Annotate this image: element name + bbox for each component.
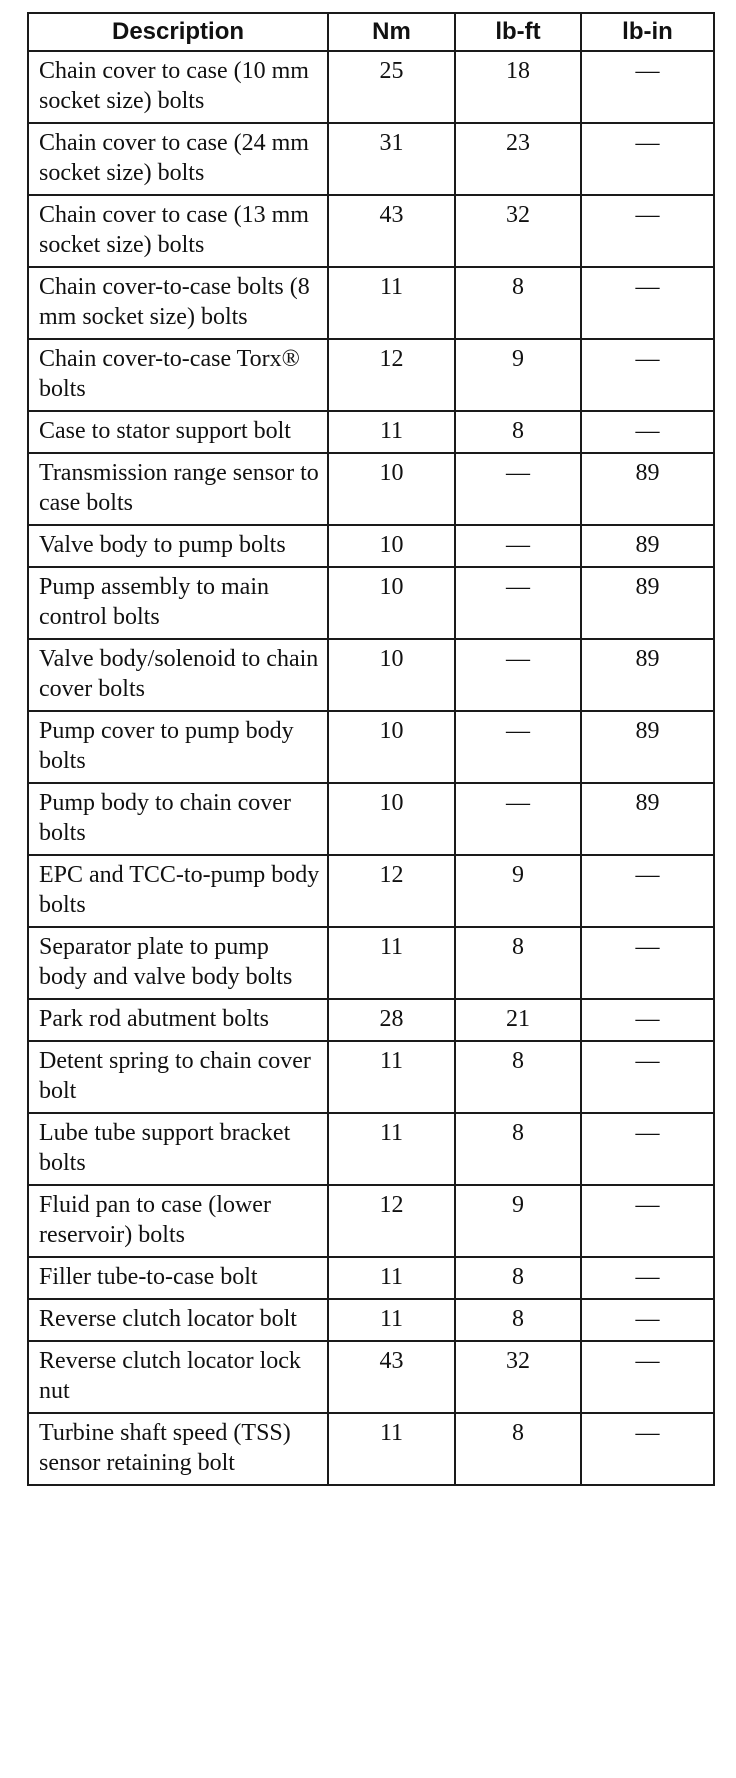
cell-description: Valve body/solenoid to chain cover bolts (28, 639, 328, 711)
cell-lb-ft: 8 (455, 1413, 581, 1485)
header-lb-ft: lb-ft (455, 13, 581, 51)
cell-description: Reverse clutch locator lock nut (28, 1341, 328, 1413)
table-row (28, 1341, 714, 1413)
cell-lb-ft: 9 (455, 1185, 581, 1257)
cell-lb-ft: 9 (455, 339, 581, 411)
cell-lb-in: — (581, 51, 714, 123)
cell-nm: 12 (328, 339, 455, 411)
cell-lb-in: — (581, 339, 714, 411)
cell-lb-ft: 8 (455, 1257, 581, 1299)
cell-lb-in: 89 (581, 711, 714, 783)
cell-nm: 12 (328, 855, 455, 927)
cell-lb-ft: 8 (455, 1113, 581, 1185)
cell-lb-ft: 8 (455, 927, 581, 999)
cell-nm: 25 (328, 51, 455, 123)
table-header-row (28, 13, 714, 51)
table-row (28, 999, 714, 1041)
table-row (28, 411, 714, 453)
cell-lb-in: — (581, 123, 714, 195)
cell-lb-ft: 9 (455, 855, 581, 927)
cell-lb-ft: 32 (455, 1341, 581, 1413)
header-nm: Nm (328, 13, 455, 51)
cell-nm: 11 (328, 1257, 455, 1299)
cell-lb-ft: — (455, 453, 581, 525)
table-row (28, 1299, 714, 1341)
cell-nm: 10 (328, 453, 455, 525)
cell-description: Separator plate to pump body and valve body bolts (28, 927, 328, 999)
cell-description: Pump body to chain cover bolts (28, 783, 328, 855)
header-lb-in: lb-in (581, 13, 714, 51)
table-row (28, 567, 714, 639)
cell-lb-ft: — (455, 567, 581, 639)
cell-lb-ft: 23 (455, 123, 581, 195)
cell-description: Reverse clutch locator bolt (28, 1299, 328, 1341)
cell-lb-in: — (581, 1257, 714, 1299)
cell-nm: 10 (328, 525, 455, 567)
cell-description: Transmission range sensor to case bolts (28, 453, 328, 525)
torque-spec-table (27, 12, 715, 1486)
table-row (28, 267, 714, 339)
cell-lb-in: — (581, 1113, 714, 1185)
cell-description: Chain cover to case (10 mm socket size) bolts (28, 51, 328, 123)
cell-nm: 11 (328, 927, 455, 999)
cell-lb-in: 89 (581, 525, 714, 567)
cell-nm: 10 (328, 567, 455, 639)
cell-lb-ft: — (455, 711, 581, 783)
cell-lb-ft: 8 (455, 1299, 581, 1341)
header-description: Description (28, 13, 328, 51)
cell-lb-in: 89 (581, 783, 714, 855)
cell-description: Valve body to pump bolts (28, 525, 328, 567)
cell-description: EPC and TCC-to-pump body bolts (28, 855, 328, 927)
cell-lb-ft: 8 (455, 267, 581, 339)
table-row (28, 1413, 714, 1485)
cell-description: Turbine shaft speed (TSS) sensor retaining bolt (28, 1413, 328, 1485)
table-row (28, 1185, 714, 1257)
cell-lb-ft: 32 (455, 195, 581, 267)
table-row (28, 51, 714, 123)
cell-lb-in: — (581, 195, 714, 267)
cell-lb-in: — (581, 855, 714, 927)
cell-description: Chain cover to case (24 mm socket size) bolts (28, 123, 328, 195)
cell-lb-in: — (581, 1341, 714, 1413)
cell-description: Filler tube-to-case bolt (28, 1257, 328, 1299)
cell-lb-ft: 8 (455, 411, 581, 453)
cell-nm: 11 (328, 1041, 455, 1113)
cell-nm: 11 (328, 411, 455, 453)
cell-description: Detent spring to chain cover bolt (28, 1041, 328, 1113)
cell-lb-ft: — (455, 525, 581, 567)
cell-description: Pump cover to pump body bolts (28, 711, 328, 783)
cell-nm: 10 (328, 711, 455, 783)
cell-nm: 31 (328, 123, 455, 195)
cell-lb-in: — (581, 1413, 714, 1485)
cell-nm: 10 (328, 639, 455, 711)
table-row (28, 339, 714, 411)
cell-lb-in: 89 (581, 567, 714, 639)
cell-lb-in: — (581, 411, 714, 453)
table-row (28, 1257, 714, 1299)
cell-nm: 43 (328, 195, 455, 267)
table-row (28, 1113, 714, 1185)
cell-nm: 11 (328, 1299, 455, 1341)
cell-description: Chain cover to case (13 mm socket size) bolts (28, 195, 328, 267)
cell-lb-ft: 21 (455, 999, 581, 1041)
cell-description: Chain cover-to-case Torx® bolts (28, 339, 328, 411)
cell-nm: 11 (328, 1113, 455, 1185)
cell-description: Chain cover-to-case bolts (8 mm socket size) bolts (28, 267, 328, 339)
cell-lb-ft: 18 (455, 51, 581, 123)
cell-lb-in: 89 (581, 453, 714, 525)
cell-nm: 11 (328, 267, 455, 339)
cell-nm: 43 (328, 1341, 455, 1413)
cell-lb-in: 89 (581, 639, 714, 711)
cell-lb-ft: — (455, 783, 581, 855)
cell-lb-in: — (581, 267, 714, 339)
table-row (28, 711, 714, 783)
cell-description: Park rod abutment bolts (28, 999, 328, 1041)
cell-lb-in: — (581, 999, 714, 1041)
cell-description: Pump assembly to main control bolts (28, 567, 328, 639)
cell-lb-in: — (581, 1041, 714, 1113)
table-row (28, 123, 714, 195)
table-row (28, 1041, 714, 1113)
table-row (28, 639, 714, 711)
table-row (28, 195, 714, 267)
table-row (28, 453, 714, 525)
table-row (28, 783, 714, 855)
cell-description: Lube tube support bracket bolts (28, 1113, 328, 1185)
cell-nm: 12 (328, 1185, 455, 1257)
cell-description: Case to stator support bolt (28, 411, 328, 453)
cell-nm: 11 (328, 1413, 455, 1485)
cell-nm: 28 (328, 999, 455, 1041)
table-body (28, 51, 714, 1485)
cell-description: Fluid pan to case (lower reservoir) bolts (28, 1185, 328, 1257)
cell-lb-ft: — (455, 639, 581, 711)
cell-lb-in: — (581, 927, 714, 999)
table-row (28, 525, 714, 567)
cell-nm: 10 (328, 783, 455, 855)
table-row (28, 927, 714, 999)
cell-lb-in: — (581, 1185, 714, 1257)
cell-lb-in: — (581, 1299, 714, 1341)
table-row (28, 855, 714, 927)
cell-lb-ft: 8 (455, 1041, 581, 1113)
